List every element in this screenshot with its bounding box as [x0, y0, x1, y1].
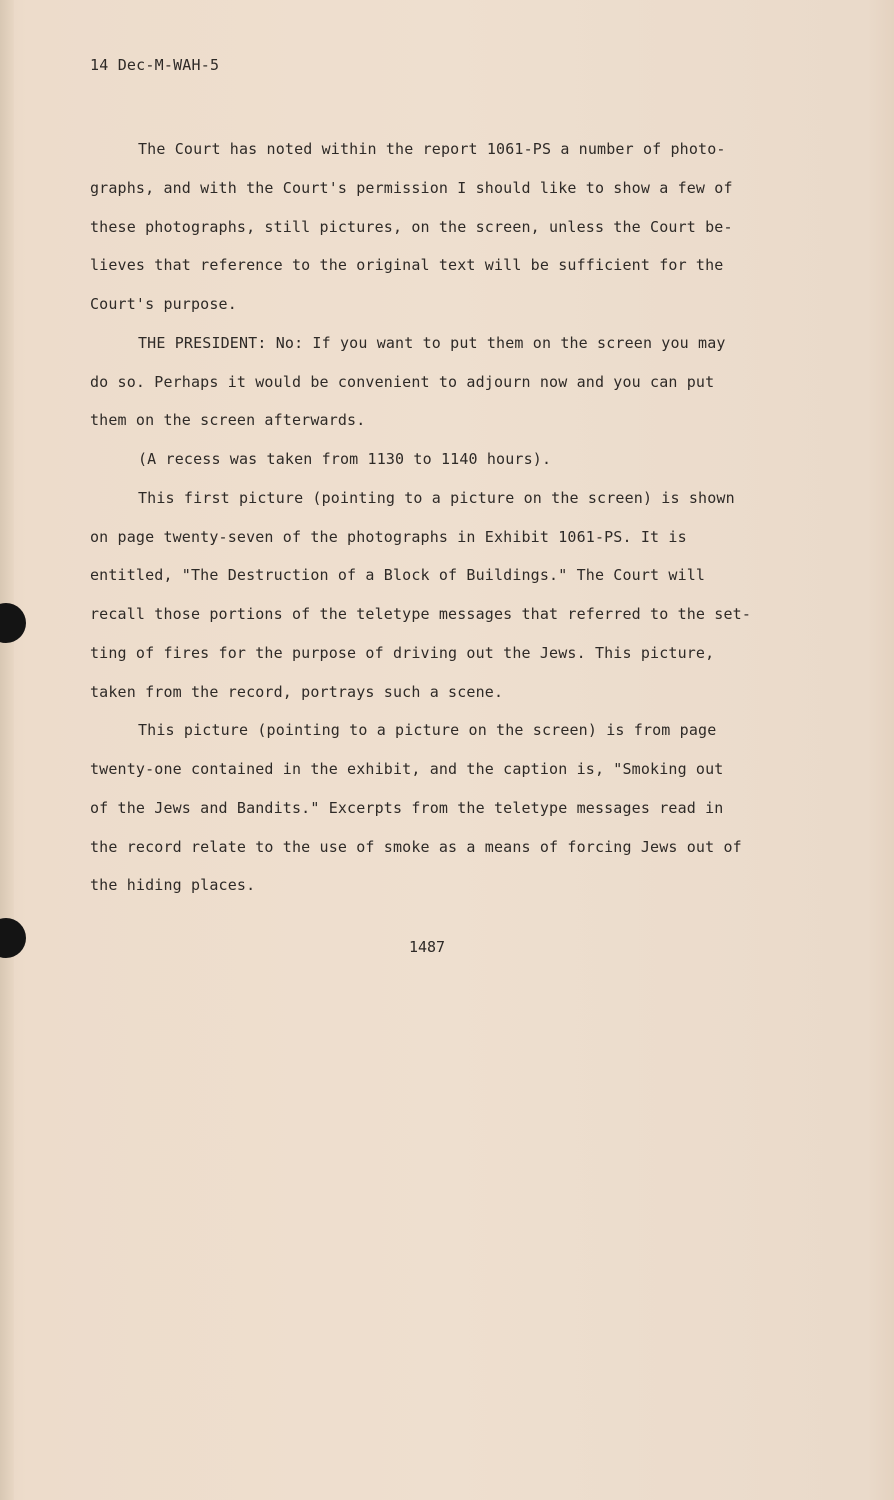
page-left-edge: [0, 0, 14, 1500]
punch-hole: [0, 603, 26, 643]
text-line: This first picture (pointing to a picture on the screen) is shown: [138, 488, 735, 507]
text-line: recall those portions of the teletype messages that referred to the set-: [90, 605, 752, 623]
text-line: This picture (pointing to a picture on the screen) is from page: [138, 721, 717, 740]
text-line: lieves that reference to the original text will be sufficient for the: [90, 256, 724, 275]
text-line: entitled, "The Destruction of a Block of Buildings." The Court will: [90, 566, 706, 585]
text-line: the record relate to the use of smoke as a means of forcing Jews out of: [90, 837, 742, 856]
text-line: do so. Perhaps it would be convenient to adjourn now and you can put: [90, 372, 715, 391]
text-line: graphs, and with the Court's permission I should like to show a few of: [90, 178, 733, 197]
text-line: of the Jews and Bandits." Excerpts from the teletype messages read in: [90, 798, 724, 817]
text-line: these photographs, still pictures, on the screen, unless the Court be-: [90, 217, 733, 236]
text-line: twenty-one contained in the exhibit, and the caption is, "Smoking out: [90, 760, 724, 778]
text-line: the hiding places.: [90, 876, 256, 895]
document-body: [90, 130, 790, 905]
document-header: 14 Dec-M-WAH-5: [90, 56, 220, 74]
text-line: ting of fires for the purpose of driving out the Jews. This picture,: [90, 643, 715, 662]
text-line: The Court has noted within the report 1061-PS a number of photo-: [138, 140, 726, 158]
text-line: taken from the record, portrays such a scene.: [90, 682, 504, 701]
text-line: them on the screen afterwards.: [90, 411, 366, 430]
page-number: 1487: [408, 938, 446, 956]
text-line: Court's purpose.: [90, 295, 237, 313]
text-line: on page twenty-seven of the photographs in Exhibit 1061-PS. It is: [90, 527, 687, 546]
text-line: (A recess was taken from 1130 to 1140 hours).: [138, 450, 552, 468]
text-line: THE PRESIDENT: No: If you want to put them on the screen you may: [138, 333, 726, 352]
